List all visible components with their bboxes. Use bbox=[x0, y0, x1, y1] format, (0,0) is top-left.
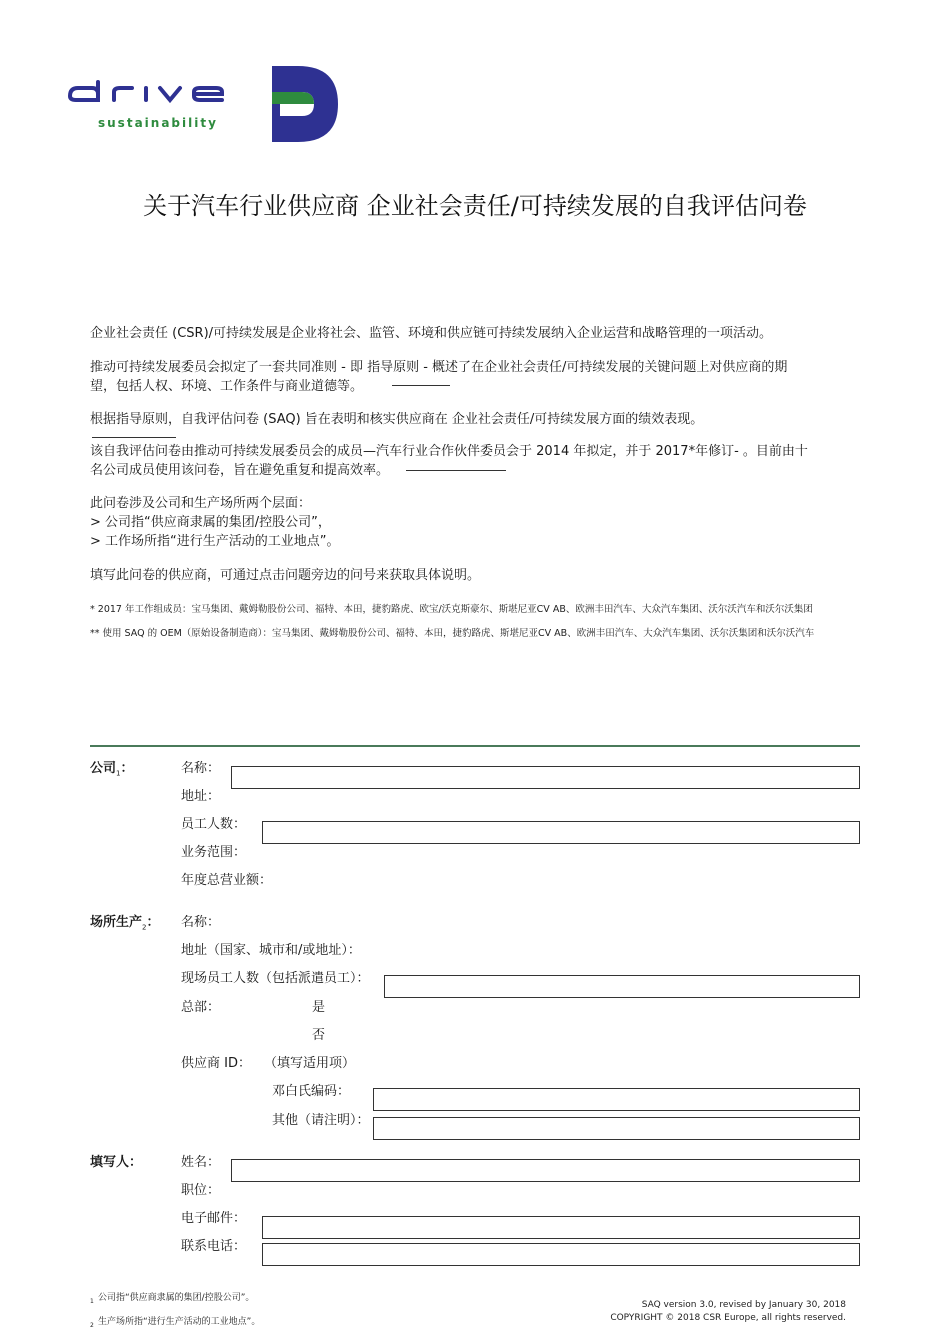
footnote-2: 生产场所指“进行生产活动的工业地点”。 bbox=[98, 1317, 261, 1327]
member-note: * 2017 年工作组成员：宝马集团、戴姆勒股份公司、福特、本田，捷豹路虎、欧宝/沃克斯豪尔、斯堪尼亚CV AB、欧洲丰田汽车、大众汽车集团、沃尔沃汽车和沃尔沃集团 bbox=[90, 604, 813, 615]
other-id-field[interactable] bbox=[373, 1117, 860, 1140]
drive-sustainability-logo bbox=[66, 62, 346, 148]
intro-p5-line2: > 公司指“供应商隶属的集团/控股公司”， bbox=[90, 515, 331, 530]
company-label-text: 公司 bbox=[90, 761, 117, 776]
footnote-ref-1: 1 bbox=[116, 769, 121, 778]
supplier-id-label: 供应商 ID： bbox=[181, 1056, 251, 1071]
other-id-label: 其他（请注明）： bbox=[272, 1113, 370, 1128]
colon: ： bbox=[120, 761, 134, 776]
duns-field[interactable] bbox=[373, 1088, 860, 1111]
intro-p4-line2: 名公司成员使用该问卷，旨在避免重复和提高效率。 bbox=[90, 463, 390, 478]
copyright-text: COPYRIGHT © 2018 CSR Europe, all rights reserved. bbox=[610, 1313, 846, 1323]
site-employees-field[interactable] bbox=[384, 975, 860, 998]
company-name-label: 名称： bbox=[181, 761, 221, 776]
logo-icon bbox=[66, 62, 346, 148]
company-address-label: 地址： bbox=[181, 789, 221, 804]
site-name-label: 名称： bbox=[181, 915, 221, 930]
filler-phone-field[interactable] bbox=[262, 1243, 860, 1266]
filler-name-field[interactable] bbox=[231, 1159, 860, 1182]
company-employees-label: 员工人数： bbox=[181, 817, 247, 832]
site-label-text: 场所生产 bbox=[90, 915, 143, 930]
annual-revenue-label: 年度总营业额： bbox=[181, 873, 273, 888]
hq-yes-option[interactable]: 是 bbox=[312, 1000, 326, 1015]
site-section-label bbox=[90, 911, 160, 932]
divider bbox=[392, 385, 450, 386]
section-divider bbox=[90, 745, 860, 747]
intro-p5-line1: 此问卷涉及公司和生产场所两个层面： bbox=[90, 496, 312, 511]
intro-p2-line2: 望，包括人权、环境、工作条件与商业道德等。 bbox=[90, 379, 364, 394]
filler-phone-label: 联系电话： bbox=[181, 1239, 247, 1254]
company-employees-field[interactable] bbox=[262, 821, 860, 844]
business-scope-label: 业务范围： bbox=[181, 845, 247, 860]
intro-p3: 根据指导原则，自我评估问卷 (SAQ) 旨在表明和核实供应商在 企业社会责任/可持续发展方面的绩效表现。 bbox=[90, 412, 704, 427]
duns-label: 邓白氏编码： bbox=[272, 1084, 351, 1099]
hq-label: 总部： bbox=[181, 1000, 221, 1015]
footnote-2-number: 2 bbox=[90, 1322, 94, 1329]
intro-p2-line1: 推动可持续发展委员会拟定了一套共同准则 - 即 指导原则 - 概述了在企业社会责任/可持续发展的关键问题上对供应商的期 bbox=[90, 360, 788, 375]
intro-p1: 企业社会责任 (CSR)/可持续发展是企业将社会、监管、环境和供应链可持续发展纳入企业运营和战略管理的一项活动。 bbox=[90, 326, 773, 341]
divider bbox=[406, 470, 506, 471]
filler-email-label: 电子邮件： bbox=[181, 1211, 247, 1226]
divider bbox=[92, 437, 176, 438]
footnote-1: 公司指“供应商隶属的集团/控股公司”。 bbox=[98, 1293, 255, 1303]
filler-section-label: 填写人： bbox=[90, 1155, 143, 1170]
footnote-1-number: 1 bbox=[90, 1298, 94, 1305]
colon: ： bbox=[146, 915, 160, 930]
site-address-label: 地址（国家、城市和/或地址）： bbox=[181, 943, 361, 958]
oem-note: ** 使用 SAQ 的 OEM（原始设备制造商）：宝马集团、戴姆勒股份公司、福特、本田，捷豹路虎、斯堪尼亚CV AB、欧洲丰田汽车、大众汽车集团、沃尔沃集团和沃尔沃汽车 bbox=[90, 628, 815, 639]
footnote-ref-2: 2 bbox=[142, 923, 147, 932]
version-text: SAQ version 3.0, revised by January 30, 2018 bbox=[641, 1300, 846, 1310]
logo-tagline: sustainability bbox=[98, 116, 218, 130]
site-employees-label: 现场员工人数（包括派遣员工）： bbox=[181, 971, 370, 986]
company-name-field[interactable] bbox=[231, 766, 860, 789]
filler-position-label: 职位： bbox=[181, 1183, 221, 1198]
filler-email-field[interactable] bbox=[262, 1216, 860, 1239]
company-section-label bbox=[90, 757, 134, 778]
fill-applicable-note: （填写适用项） bbox=[264, 1056, 356, 1071]
page-title: 关于汽车行业供应商 企业社会责任/可持续发展的自我评估问卷 bbox=[143, 192, 807, 220]
filler-name-label: 姓名： bbox=[181, 1155, 221, 1170]
hq-no-option[interactable]: 否 bbox=[312, 1028, 326, 1043]
intro-p5-line3: > 工作场所指“进行生产活动的工业地点”。 bbox=[90, 534, 340, 549]
intro-p6: 填写此问卷的供应商，可通过点击问题旁边的问号来获取具体说明。 bbox=[90, 568, 481, 583]
intro-p4-line1: 该自我评估问卷由推动可持续发展委员会的成员—汽车行业合作伙伴委员会于 2014 年拟定，并于 2017*年修订- 。目前由十 bbox=[90, 444, 808, 459]
